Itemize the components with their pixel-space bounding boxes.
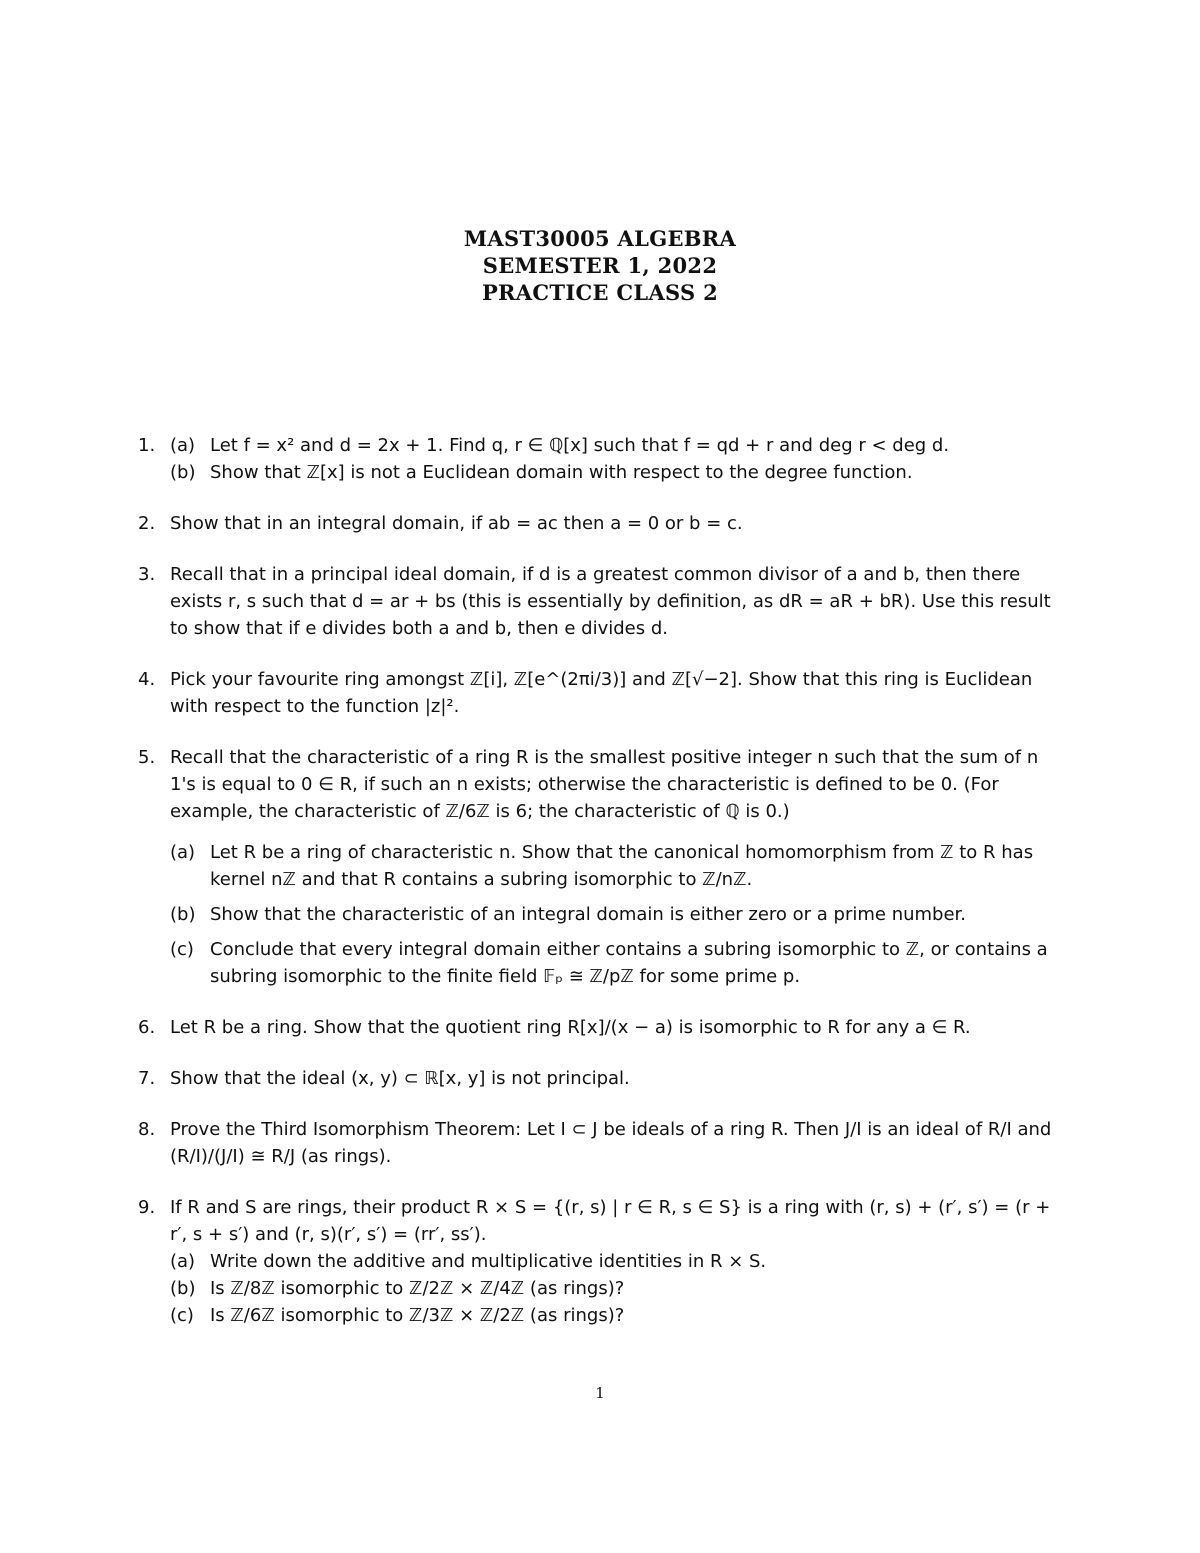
problem-3 [138,561,1063,642]
problem-9-part-b [170,1275,1063,1302]
problem-1-part-b [170,459,1063,486]
problem-9 [138,1194,1063,1329]
document-header [0,225,1200,306]
part-text: Is ℤ/6ℤ isomorphic to ℤ/3ℤ × ℤ/2ℤ (as rings)? [210,1305,625,1326]
problem-6 [138,1014,1063,1041]
problem-number: 8. [138,1119,156,1140]
page-number: 1 [595,1384,605,1402]
problem-number: 2. [138,513,156,534]
semester-line: SEMESTER 1, 2022 [482,253,718,278]
problem-9-part-a [170,1248,1063,1275]
problem-text: Recall that the characteristic of a ring R is the smallest positive integer n such that the sum of n 1's is equal to 0 ∈ R, if such an n exists; otherwise the characteristic is defined to be 0. (For example, the characteristic of ℤ/6ℤ is 6; the characteristic of ℚ is 0.) [170,747,1039,822]
course-title: MAST30005 ALGEBRA [463,226,737,251]
problem-1 [138,432,1063,486]
part-label: (b) [170,1278,196,1299]
part-label: (c) [170,939,194,960]
part-text: Let f = x² and d = 2x + 1. Find q, r ∈ ℚ[x] such that f = qd + r and deg r < deg d. [210,435,950,456]
part-text: Is ℤ/8ℤ isomorphic to ℤ/2ℤ × ℤ/4ℤ (as rings)? [210,1278,625,1299]
part-label: (b) [170,462,196,483]
part-text: Write down the additive and multiplicative identities in R × S. [210,1251,767,1272]
problem-text: If R and S are rings, their product R × S = {(r, s) | r ∈ R, s ∈ S} is a ring with (r, s) + (r′, s′) = (r + r′, s + s′) and (r, s)(r′, s′) = (rr′, ss′). [170,1197,1051,1245]
part-label: (a) [170,1251,196,1272]
part-text: Conclude that every integral domain either contains a subring isomorphic to ℤ, or contains a subring isomorphic to the finite field 𝔽ₚ ≅ ℤ/pℤ for some prime p. [210,939,1048,987]
problem-5-part-b [170,901,1063,928]
part-label: (a) [170,842,196,863]
problem-9-part-c [170,1302,1063,1329]
problem-text: Let R be a ring. Show that the quotient ring R[x]/(x − a) is isomorphic to R for any a ∈ R. [170,1017,971,1038]
problem-text: Show that in an integral domain, if ab = ac then a = 0 or b = c. [170,513,743,534]
problem-8 [138,1116,1063,1170]
problem-text: Pick your favourite ring amongst ℤ[i], ℤ[e^(2πi/3)] and ℤ[√−2]. Show that this ring is Euclidean with respect to the function |z|². [170,669,1033,717]
problem-5-part-c [170,936,1063,990]
problem-text: Show that the ideal (x, y) ⊂ ℝ[x, y] is not principal. [170,1068,630,1089]
problem-number: 3. [138,564,156,585]
problem-7 [138,1065,1063,1092]
problem-2 [138,510,1063,537]
part-text: Let R be a ring of characteristic n. Show that the canonical homomorphism from ℤ to R has kernel nℤ and that R contains a subring isomorphic to ℤ/nℤ. [210,842,1034,890]
part-text: Show that the characteristic of an integral domain is either zero or a prime number. [210,904,967,925]
part-text: Show that ℤ[x] is not a Euclidean domain with respect to the degree function. [210,462,913,483]
problem-number: 1. [138,435,156,456]
problem-number: 7. [138,1068,156,1089]
problem-number: 9. [138,1197,156,1218]
problem-text: Recall that in a principal ideal domain, if d is a greatest common divisor of a and b, then there exists r, s such that d = ar + bs (this is essentially by definition, as dR = aR + bR). Use this result to show that if e divides both a and b, then e divides d. [170,564,1051,639]
problem-list [138,432,1063,1353]
problem-text: Prove the Third Isomorphism Theorem: Let I ⊂ J be ideals of a ring R. Then J/I is an ideal of R/I and (R/I)/(J/I) ≅ R/J (as rings). [170,1119,1052,1167]
problem-5 [138,744,1063,990]
problem-4 [138,666,1063,720]
problem-5-parts [170,839,1063,990]
part-label: (b) [170,904,196,925]
part-label: (a) [170,435,196,456]
problem-number: 4. [138,669,156,690]
problem-number: 5. [138,747,156,768]
problem-number: 6. [138,1017,156,1038]
problem-5-part-a [170,839,1063,893]
part-label: (c) [170,1305,194,1326]
practice-class-line: PRACTICE CLASS 2 [481,280,719,305]
problem-1-part-a [170,432,1063,459]
